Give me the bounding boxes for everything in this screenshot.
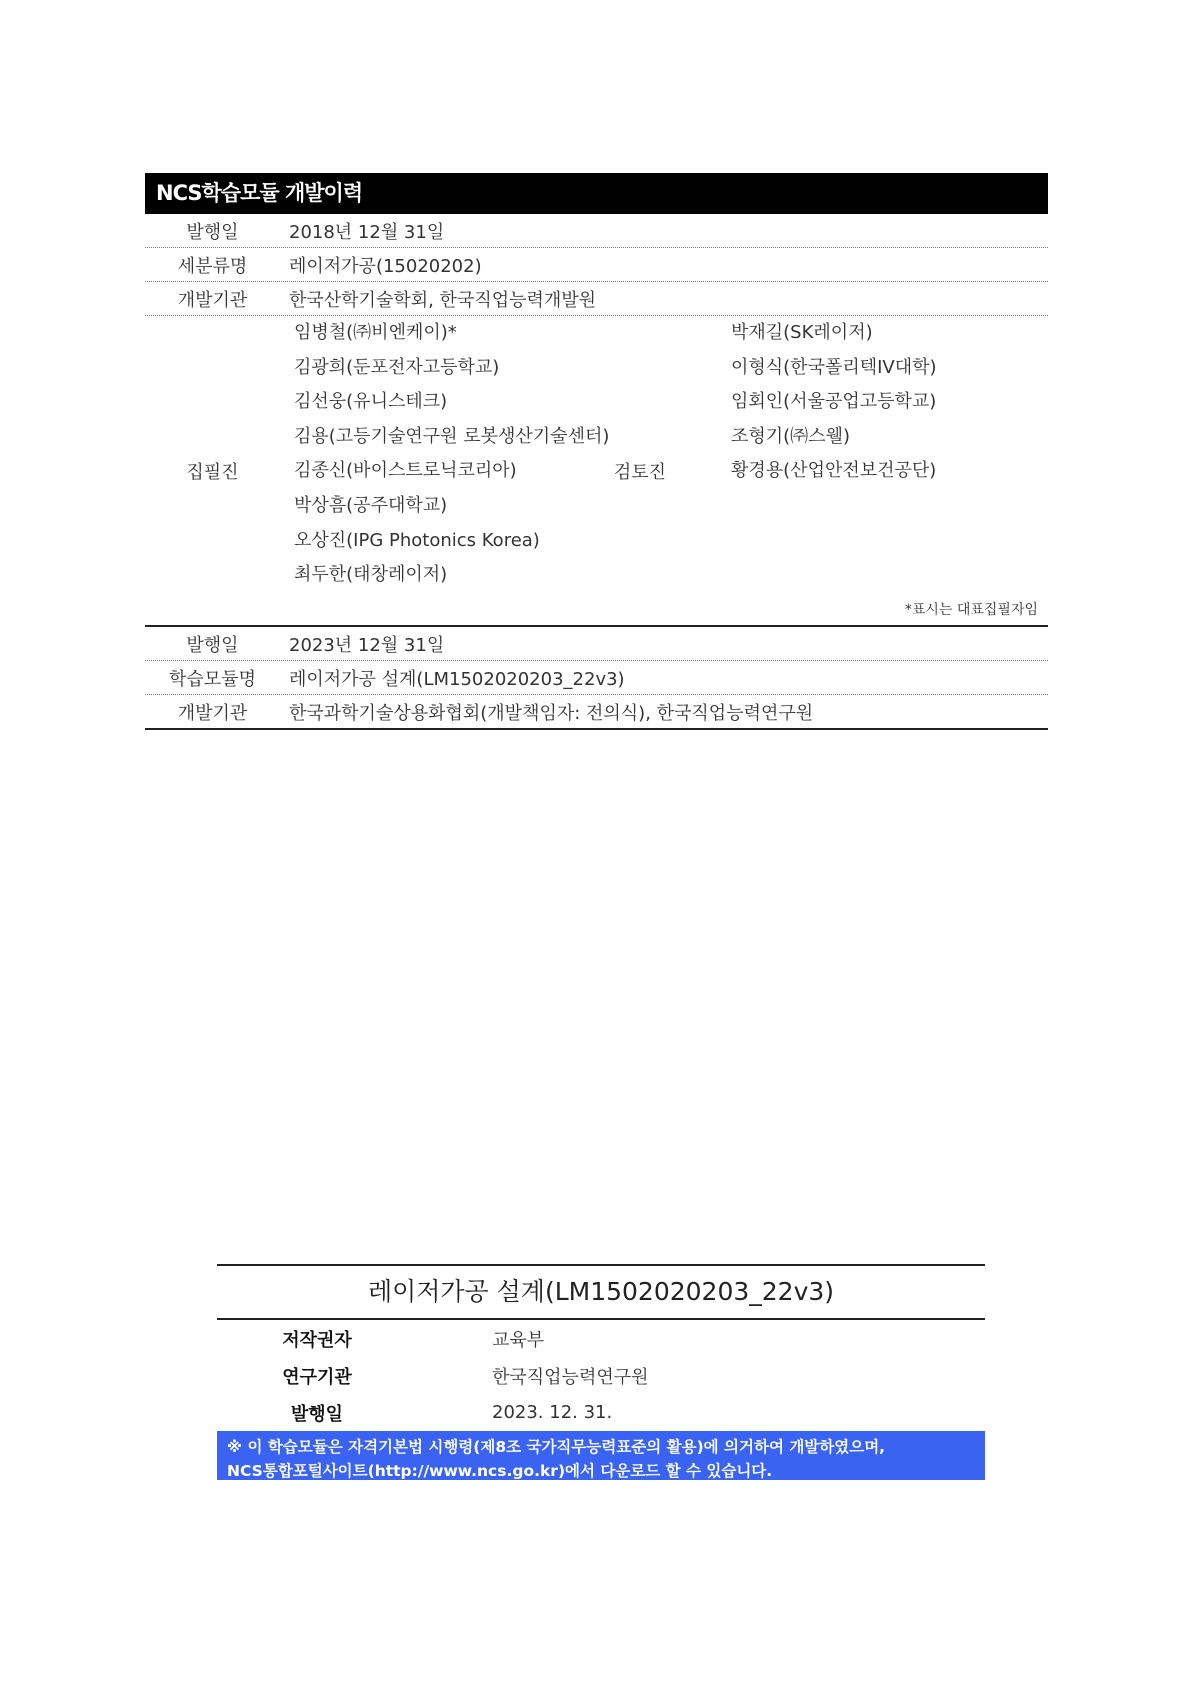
row-value: 2023년 12월 31일 [289,634,445,656]
row-value: 한국산학기술학회, 한국직업능력개발원 [289,289,597,311]
colophon-label: 연구기관 [282,1366,352,1388]
subcategory-row [145,248,1048,282]
writer-item: 김종신(바이스트로닉코리아) [294,460,517,482]
colophon-label: 저작권자 [282,1329,352,1351]
first-dev-org-row [145,282,1048,316]
module-title: 레이저가공 설계(LM1502020203_22v3) [217,1264,985,1320]
development-history [145,173,1048,730]
row-label: 발행일 [186,634,239,656]
writer-item: 오상진(IPG Photonics Korea) [294,529,540,551]
writer-item: 김선웅(유니스테크) [294,391,448,413]
writer-item: 박상흠(공주대학교) [294,494,448,516]
row-value: 레이저가공 설계(LM1502020203_22v3) [289,668,625,690]
writer-item: 최두한(태창레이저) [294,564,448,586]
colophon-row-issue-date [217,1394,985,1431]
notice-banner [217,1431,985,1480]
colophon-value: 교육부 [492,1329,545,1351]
reviewers-label: 검토진 [613,462,667,483]
row-label: 개발기관 [177,289,248,311]
row-label: 세분류명 [177,255,248,277]
second-issue-date-row [145,627,1048,661]
second-dev-org-row [145,695,1048,730]
writer-item: 임병철(㈜비엔케이)* [294,322,457,343]
history-title: NCS학습모듈 개발이력 [145,173,1048,214]
reviewer-item: 임회인(서울공업고등학교) [731,391,937,413]
reviewer-item: 박재길(SK레이저) [731,322,873,343]
colophon-row-research-org [217,1357,985,1394]
notice-line-2: NCS통합포털사이트(http://www.ncs.go.kr)에서 다운로드 할 수 있습니다. [227,1462,773,1480]
reviewer-item: 조형기(㈜스웰) [731,425,850,447]
reviewer-item: 황경용(산업안전보건공단) [731,460,937,482]
writers-label: 집필진 [186,462,239,483]
colophon [217,1264,985,1480]
row-label: 발행일 [186,221,239,243]
colophon-row-copyright [217,1320,985,1357]
lead-author-note: *표시는 대표집필자임 [904,602,1038,618]
notice-line-1: ※ 이 학습모듈은 자격기본법 시행령(제8조 국가직무능력표준의 활용)에 의거하여 개발하였으며, [227,1438,886,1456]
row-value: 레이저가공(15020202) [289,255,482,277]
colophon-value: 2023. 12. 31. [492,1402,613,1423]
colophon-label: 발행일 [290,1403,344,1425]
writer-item: 김광희(둔포전자고등학교) [294,356,500,378]
row-value: 2018년 12월 31일 [289,221,445,243]
reviewers-list [731,316,937,489]
row-label: 학습모듈명 [169,668,256,690]
writers-list [294,316,609,593]
reviewer-item: 이형식(한국폴리텍IV대학) [731,356,937,378]
writer-item: 김용(고등기술연구원 로봇생산기술센터) [294,425,610,447]
row-value: 한국과학기술상용화협회(개발책임자: 전의식), 한국직업능력연구원 [289,702,814,724]
module-name-row [145,661,1048,695]
row-label: 개발기관 [177,702,248,724]
authors-block [145,316,1048,627]
first-issue-date-row [145,214,1048,248]
colophon-value: 한국직업능력연구원 [492,1366,649,1388]
